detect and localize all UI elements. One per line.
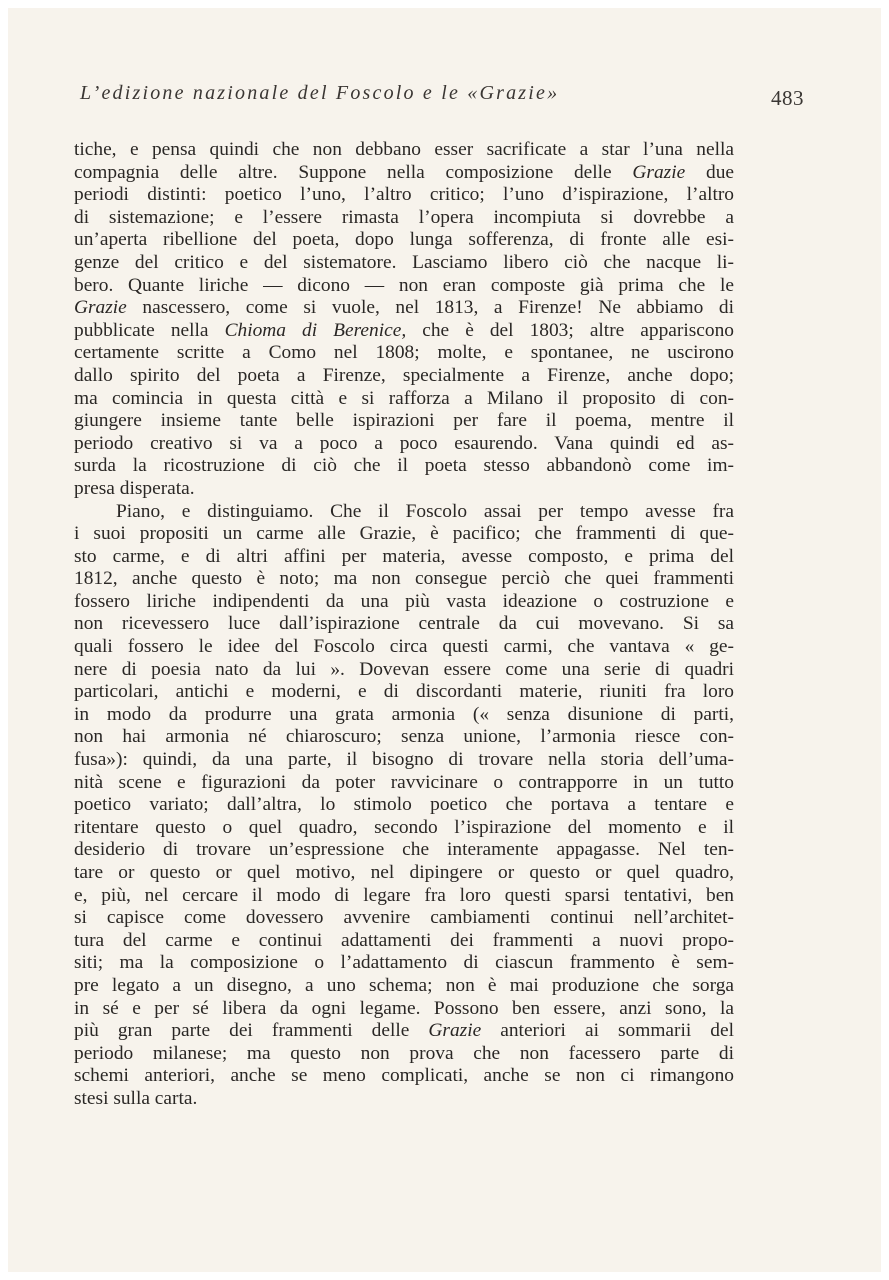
text-line xyxy=(74,252,734,275)
text-line xyxy=(74,749,734,772)
text-segment: e, più, nel cercare il modo di legare fra loro questi sparsi tentativi, ben xyxy=(74,884,734,906)
text-line xyxy=(74,591,734,614)
text-segment: fusa»): quindi, da una parte, il bisogno di trovare nella storia dell’uma- xyxy=(74,749,734,771)
text-segment: certamente scritte a Como nel 1808; molte, e spontanee, ne uscirono xyxy=(74,342,734,364)
text-line xyxy=(74,275,734,298)
text-line xyxy=(74,862,734,885)
text-line xyxy=(74,930,734,953)
text-line xyxy=(74,184,734,207)
text-segment: periodo creativo si va a poco a poco esaurendo. Vana quindi ed as- xyxy=(74,432,734,454)
text-line xyxy=(74,207,734,230)
text-line xyxy=(74,998,734,1021)
text-line xyxy=(74,1020,734,1043)
text-line xyxy=(74,839,734,862)
text-segment: pre legato a un disegno, a uno schema; non è mai produzione che sorga xyxy=(74,974,734,996)
text-segment: che è del 1803; altre appariscono xyxy=(406,319,734,341)
text-line xyxy=(74,975,734,998)
page-header xyxy=(80,80,804,114)
text-line xyxy=(74,1043,734,1066)
text-segment: bero. Quante liriche — dicono — non eran composte già prima che le xyxy=(74,274,734,296)
text-line xyxy=(74,320,734,343)
italic-text: Grazie xyxy=(74,297,127,319)
text-segment: in sé e per sé libera da ogni legame. Possono ben essere, anzi sono, la xyxy=(74,997,734,1019)
text-line xyxy=(74,613,734,636)
text-segment: poetico variato; dall’altra, lo stimolo poetico che portava a tentare e xyxy=(74,794,734,816)
text-segment: di sistemazione; e l’essere rimasta l’opera incompiuta si dovrebbe a xyxy=(74,206,734,228)
text-line xyxy=(74,681,734,704)
text-line xyxy=(74,1065,734,1088)
text-segment: periodo milanese; ma questo non prova che non facessero parte di xyxy=(74,1042,734,1064)
text-line xyxy=(74,342,734,365)
book-page xyxy=(8,8,881,1272)
text-segment: tura del carme e continui adattamenti dei frammenti a nuovi propo- xyxy=(74,929,734,951)
text-segment: dallo spirito del poeta a Firenze, specialmente a Firenze, anche dopo; xyxy=(74,364,734,386)
text-segment: due xyxy=(685,161,734,183)
text-segment: tiche, e pensa quindi che non debbano esser sacrificate a star l’una nella xyxy=(74,139,734,160)
text-line xyxy=(74,455,734,478)
text-segment: 1812, anche questo è noto; ma non consegue perciò che quei frammenti xyxy=(74,568,734,590)
text-segment: i suoi propositi un carme alle Grazie, è pacifico; che frammenti di que- xyxy=(74,523,734,545)
text-line xyxy=(74,388,734,411)
text-segment: nere di poesia nato da lui ». Dovevan essere come una serie di quadri xyxy=(74,658,734,680)
body-text xyxy=(74,139,734,1111)
text-line xyxy=(74,365,734,388)
text-line xyxy=(74,297,734,320)
text-line xyxy=(74,568,734,591)
text-segment: ritentare questo o quel quadro, secondo l’ispirazione del momento e il xyxy=(74,816,734,838)
text-line xyxy=(74,885,734,908)
text-segment: pubblicate nella xyxy=(74,319,225,341)
text-line xyxy=(74,501,734,524)
text-line xyxy=(74,907,734,930)
text-segment: più gran parte dei frammenti delle xyxy=(74,1020,429,1042)
text-segment: un’aperta ribellione del poeta, dopo lunga sofferenza, di fronte alle esi- xyxy=(74,229,734,251)
text-segment: desiderio di trovare un’espressione che interamente appagasse. Nel ten- xyxy=(74,839,734,861)
text-line xyxy=(74,523,734,546)
text-line xyxy=(74,659,734,682)
text-line xyxy=(74,162,734,185)
text-segment: tare or questo or quel motivo, nel dipingere or questo or quel quadro, xyxy=(74,862,734,883)
running-title: L’edizione nazionale del Foscolo e le «Grazie» xyxy=(80,82,560,104)
text-segment: fossero liriche indipendenti da una più vasta ideazione o costruzione e xyxy=(74,590,734,612)
text-segment: nità scene e figurazioni da poter ravvicinare o contrapporre in un tutto xyxy=(74,771,734,793)
text-segment: in modo da produrre una grata armonia (« senza disunione di parti, xyxy=(74,703,734,725)
text-segment: nascessero, come si vuole, nel 1813, a Firenze! Ne abbiamo di xyxy=(126,297,734,319)
text-segment: giungere insieme tante belle ispirazioni per fare il poema, mentre il xyxy=(74,410,734,432)
page-number: 483 xyxy=(771,86,804,110)
text-line xyxy=(74,726,734,749)
text-line xyxy=(74,704,734,727)
text-segment: Piano, e distinguiamo. Che il Foscolo assai per tempo avesse fra xyxy=(116,500,734,522)
text-line xyxy=(74,794,734,817)
text-segment: non hai armonia né chiaroscuro; senza unione, l’armonia riesce con- xyxy=(74,726,734,748)
italic-text: Chioma di Berenice, xyxy=(224,319,407,341)
text-segment: quali fossero le idee del Foscolo circa questi carmi, che vantava « ge- xyxy=(74,636,734,658)
text-line xyxy=(74,546,734,569)
text-segment: particolari, antichi e moderni, e di discordanti materie, riuniti fra loro xyxy=(74,681,734,703)
text-line xyxy=(74,636,734,659)
text-segment: stesi sulla carta. xyxy=(74,1087,198,1109)
text-segment: si capisce come dovessero avvenire cambiamenti continui nell’architet- xyxy=(74,907,734,929)
text-line xyxy=(74,1088,734,1111)
text-segment: ma comincia in questa città e si rafforza a Milano il proposito di con- xyxy=(74,387,734,409)
text-segment: genze del critico e del sistematore. Lasciamo libero ciò che nacque li- xyxy=(74,251,734,273)
text-segment: siti; ma la composizione o l’adattamento di ciascun frammento è sem- xyxy=(74,952,734,974)
text-segment: schemi anteriori, anche se meno complicati, anche se non ci rimangono xyxy=(74,1065,734,1087)
text-segment: compagnia delle altre. Suppone nella composizione delle xyxy=(74,161,633,183)
text-line xyxy=(74,229,734,252)
text-segment: periodi distinti: poetico l’uno, l’altro critico; l’uno d’ispirazione, l’altro xyxy=(74,184,734,206)
text-segment: surda la ricostruzione di ciò che il poeta stesso abbandonò come im- xyxy=(74,455,734,477)
text-segment: presa disperata. xyxy=(74,477,195,499)
italic-text: Grazie xyxy=(428,1020,482,1042)
text-line xyxy=(74,952,734,975)
text-line xyxy=(74,433,734,456)
text-segment: non ricevessero luce dall’ispirazione centrale da cui movevano. Si sa xyxy=(74,613,734,635)
text-line xyxy=(74,410,734,433)
text-segment: anteriori ai sommarii del xyxy=(481,1020,734,1042)
italic-text: Grazie xyxy=(632,161,686,183)
text-line xyxy=(74,139,734,162)
text-line xyxy=(74,772,734,795)
text-line xyxy=(74,817,734,840)
text-line xyxy=(74,478,734,501)
text-segment: sto carme, e di altri affini per materia, avesse composto, e prima del xyxy=(74,545,734,567)
